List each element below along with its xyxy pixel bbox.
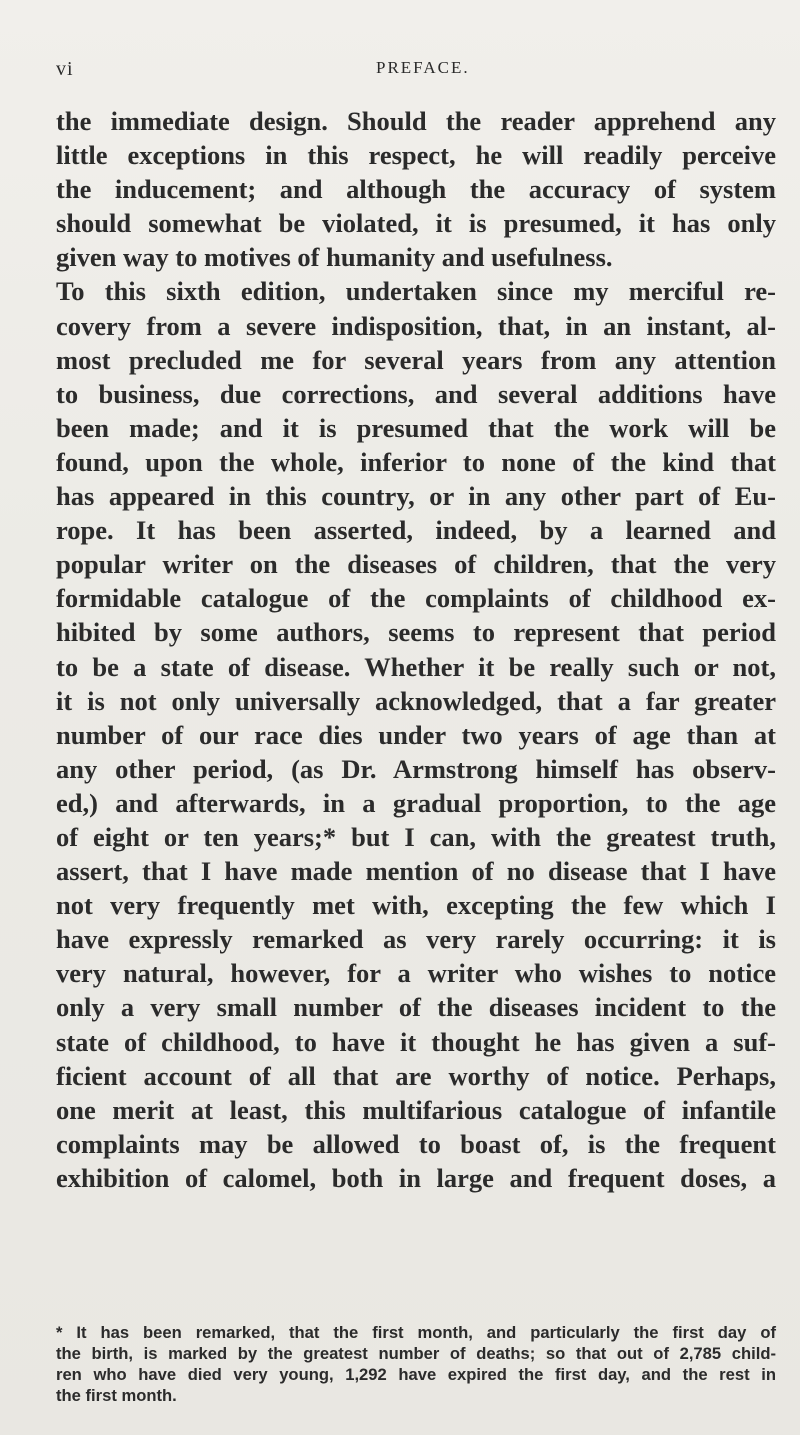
text-line: exhibition of calomel, both in large and frequent doses, a [56,1162,776,1193]
text-line: formidable catalogue of the complaints of childhood ex- [56,583,776,614]
text-line: given way to motives of humanity and usefulness. [56,242,613,273]
text-line: one merit at least, this multifarious catalogue of infantile [56,1094,776,1125]
text-line: have expressly remarked as very rarely occurring: it is [56,924,776,955]
text-line: the inducement; and although the accuracy of system [56,174,776,205]
text-line: of eight or ten years;* but I can, with the greatest truth, [56,821,776,852]
footnote-line: the birth, is marked by the greatest number of deaths; so that out of 2,785 child- [56,1344,776,1363]
text-line: most precluded me for several years from any attention [56,344,776,375]
running-head [56,58,776,88]
text-line: complaints may be allowed to boast of, is the frequent [56,1128,776,1159]
text-line: rope. It has been asserted, indeed, by a learned and [56,515,776,546]
text-line: popular writer on the diseases of children, that the very [56,549,776,580]
text-line: to business, due corrections, and several additions have [56,378,776,409]
text-line: to be a state of disease. Whether it be really such or not, [56,651,776,682]
text-line: little exceptions in this respect, he will readily perceive [56,140,776,171]
text-line: the immediate design. Should the reader apprehend any [56,106,776,136]
text-line: found, upon the whole, inferior to none of the kind that [56,446,776,477]
text-line: been made; and it is presumed that the work will be [56,412,776,443]
text-line: To this sixth edition, undertaken since my merciful re- [56,276,776,307]
text-line: not very frequently met with, excepting the few which I [56,890,776,921]
footnote-line: * It has been remarked, that the first month, and particularly the first day of [56,1323,776,1342]
text-line: very natural, however, for a writer who wishes to notice [56,958,776,989]
text-line: assert, that I have made mention of no disease that I have [56,856,776,887]
text-line: covery from a severe indisposition, that, in an instant, al- [56,310,776,341]
text-line: has appeared in this country, or in any other part of Eu- [56,481,776,512]
text-line: it is not only universally acknowledged, that a far greater [56,685,776,716]
text-line: any other period, (as Dr. Armstrong himself has observ- [56,753,776,784]
footnote-line: ren who have died very young, 1,292 have expired the first day, and the rest in [56,1365,776,1384]
text-line: ed,) and afterwards, in a gradual proportion, to the age [56,787,776,818]
text-line: hibited by some authors, seems to represent that period [56,617,776,648]
text-line: ficient account of all that are worthy of notice. Perhaps, [56,1060,776,1091]
text-line: should somewhat be violated, it is presumed, it has only [56,208,776,239]
text-line: state of childhood, to have it thought he has given a suf- [56,1026,776,1057]
page-number: vi [56,58,74,80]
body-text [56,104,776,1195]
text-line: number of our race dies under two years of age than at [56,719,776,750]
footnote-line: the first month. [56,1386,177,1405]
text-line: only a very small number of the diseases incident to the [56,992,776,1023]
footnote [56,1322,776,1406]
running-title: PREFACE. [376,58,470,77]
